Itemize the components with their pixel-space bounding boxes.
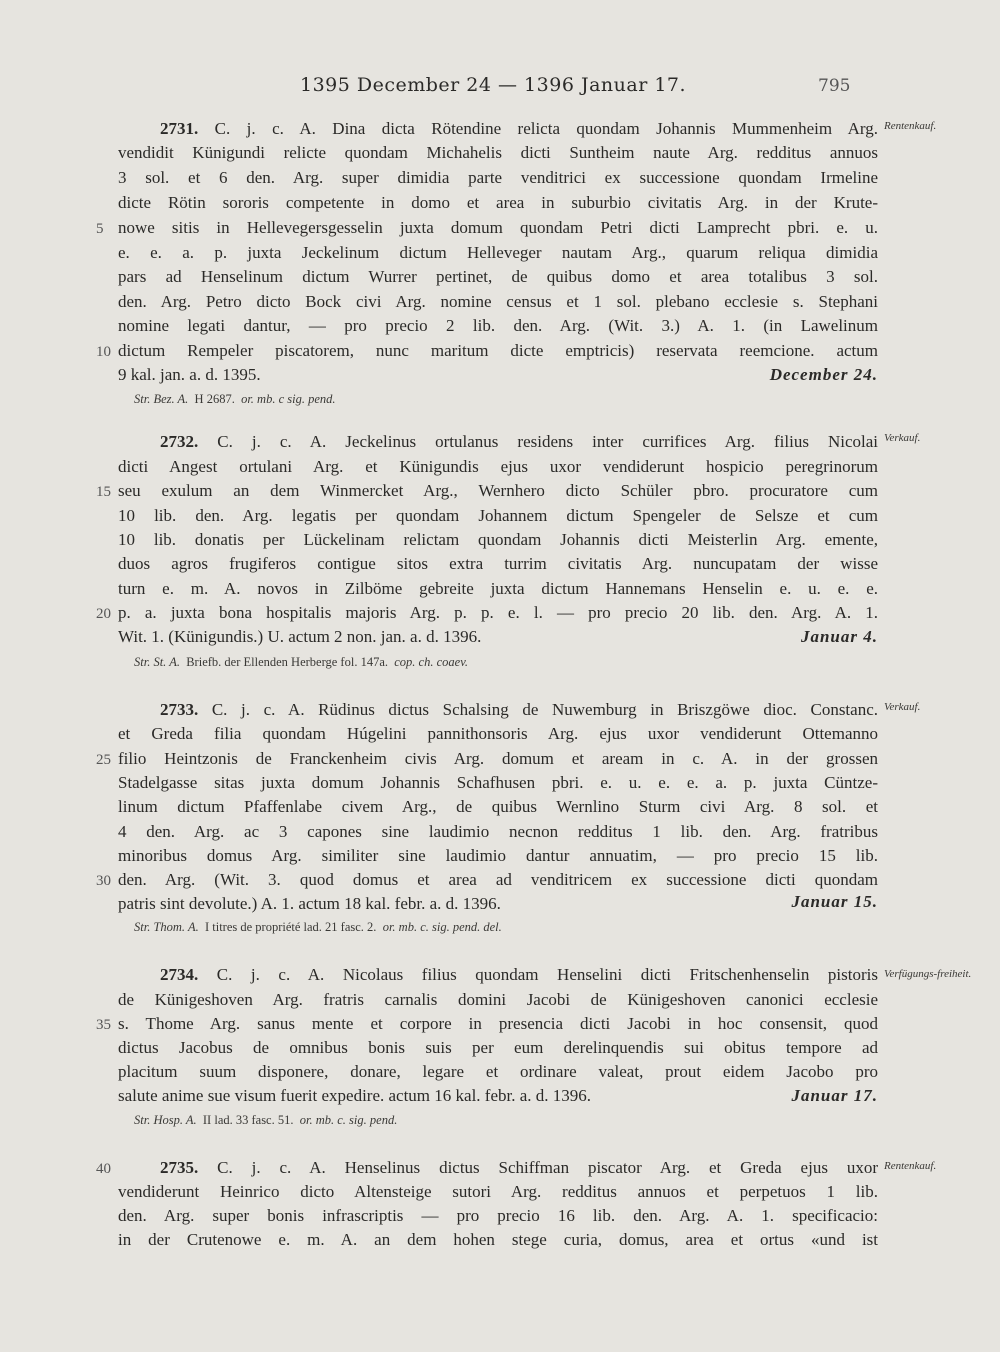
entry-date: Januar 15. (791, 892, 878, 911)
text-line: 4 den. Arg. ac 3 capones sine laudimio necnon redditus 1 lib. den. Arg. fratribus (118, 822, 878, 841)
text-line: nomine legati dantur, — pro precio 2 lib. den. Arg. (Wit. 3.) A. 1. (in Lawelinum (118, 316, 878, 335)
text-line: minoribus domus Arg. similiter sine laudimio dantur annuatim, — pro precio 15 lib. (118, 846, 878, 865)
text-line: vendidit Künigundi relicte quondam Michahelis dicti Suntheim naute Arg. redditus annuos (118, 143, 878, 162)
text-line: dictum Rempeler piscatorem, nunc maritum dicte emptricis) reservata reemcione. actum (118, 341, 878, 360)
entry-date: Januar 4. (800, 627, 878, 646)
source-citation: Str. St. A. Briefb. der Ellenden Herberge fol. 147a. cop. ch. coaev. (134, 655, 468, 669)
running-head-title: 1395 December 24 — 1396 Januar 17. (300, 74, 687, 96)
source-citation: Str. Thom. A. I titres de propriété lad. 21 fasc. 2. or. mb. c. sig. pend. del. (134, 920, 502, 934)
text-line: vendiderunt Heinrico dicto Altensteige sutori Arg. redditus annuos et perpetuos 1 lib. (118, 1182, 878, 1201)
text-line: e. e. a. p. juxta Jeckelinum dictum Helleveger nautam Arg., quarum reliqua dimidia (118, 243, 878, 262)
line-number: 30 (96, 873, 111, 889)
text-line: placitum suum disponere, donare, legare et ordinare valeat, prout eidem Jacobo pro (118, 1062, 878, 1081)
text-line: den. Arg. Petro dicto Bock civi Arg. nomine census et 1 sol. plebano ecclesie s. Stephani (118, 292, 878, 311)
text-line: in der Crutenowe e. m. A. an dem hohen stege curia, domus, area et ortus «und ist (118, 1230, 878, 1249)
line-number: 20 (96, 606, 111, 622)
text-line: den. Arg. (Wit. 3. quod domus et area ad venditricem ex successione dicti quondam (118, 870, 878, 889)
text-line: linum dictum Pfaffenlabe civem Arg., de quibus Wernlino Sturm civi Arg. 8 sol. et (118, 797, 878, 816)
text-line: seu exulum an dem Winmercket Arg., Wernhero dicto Schüler pbro. procuratore cum (118, 481, 878, 500)
margin-note: Rentenkauf. (884, 120, 937, 132)
entry-first-line: 2734. C. j. c. A. Nicolaus filius quondam Henselini dicti Fritschenhenselin pistoris (160, 965, 878, 984)
margin-note: Rentenkauf. (884, 1160, 937, 1172)
entry-number: 2732. (160, 432, 199, 451)
text-line: p. a. juxta bona hospitalis majoris Arg. p. p. e. l. — pro precio 20 lib. den. Arg. A. 1. (118, 603, 878, 622)
text-line: 9 kal. jan. a. d. 1395. (118, 365, 261, 384)
entry-date: Januar 17. (791, 1086, 878, 1105)
line-number: 35 (96, 1017, 111, 1033)
text-line: pars ad Henselinum dictum Wurrer pertinet, de quibus domo et area totalibus 3 sol. (118, 267, 878, 286)
entry-number: 2733. (160, 700, 199, 719)
page-number: 795 (818, 76, 851, 96)
line-number: 25 (96, 752, 111, 768)
text-line: duos agros frugiferos contigue sitos extra turrim civitatis Arg. nuncupatam der wisse (118, 554, 878, 573)
entry-date: December 24. (769, 365, 878, 384)
entry-number: 2735. (160, 1158, 199, 1177)
entry-number: 2734. (160, 965, 199, 984)
entry-first-line: 2732. C. j. c. A. Jeckelinus ortulanus residens inter currifices Arg. filius Nicolai (160, 432, 878, 451)
line-number: 40 (96, 1161, 111, 1177)
entry-first-line: 2733. C. j. c. A. Rüdinus dictus Schalsing de Nuwemburg in Briszgöwe dioc. Constanc. (160, 700, 878, 719)
text-line: 10 lib. donatis per Lückelinam relictam quondam Johannis dicti Meisterlin Arg. emente, (118, 530, 878, 549)
running-head (0, 74, 1000, 104)
entry-number: 2731. (160, 119, 199, 138)
text-line: salute anime sue visum fuerit expedire. actum 16 kal. febr. a. d. 1396. (118, 1086, 592, 1105)
text-line: filio Heintzonis de Franckenheim civis Arg. domum et aream in c. A. in der grossen (118, 749, 878, 768)
text-line: Wit. 1. (Künigundis.) U. actum 2 non. jan. a. d. 1396. (118, 627, 482, 646)
text-line: dicte Rötin sororis competente in domo et area in suburbio civitatis Arg. in der Krute- (118, 193, 878, 212)
text-line: 10 lib. den. Arg. legatis per quondam Johannem dictum Spengeler de Selsze et cum (118, 506, 878, 525)
text-line: et Greda filia quondam Húgelini pannithonsoris Arg. ejus uxor vendiderunt Ottemanno (118, 724, 878, 743)
margin-note: Verkauf. (884, 701, 921, 713)
text-line: patris sint devolute.) A. 1. actum 18 kal. febr. a. d. 1396. (118, 894, 501, 913)
text-line: turn e. m. A. novos in Zilböme gebreite juxta dictum Hannemans Henselin e. u. e. e. (118, 579, 878, 598)
entry-first-line: 2735. C. j. c. A. Henselinus dictus Schiffman piscator Arg. et Greda ejus uxor (160, 1158, 878, 1177)
line-number: 15 (96, 484, 111, 500)
entry-first-line: 2731. C. j. c. A. Dina dicta Rötendine relicta quondam Johannis Mummenheim Arg. (160, 119, 878, 138)
text-line: de Künigeshoven Arg. fratris carnalis domini Jacobi de Künigeshoven canonici ecclesie (118, 990, 878, 1009)
text-line: den. Arg. super bonis infrascriptis — pro precio 16 lib. den. Arg. A. 1. specificacio: (118, 1206, 878, 1225)
line-number: 10 (96, 344, 111, 360)
text-line: 3 sol. et 6 den. Arg. super dimidia parte venditrici ex successione quondam Irmeline (118, 168, 878, 187)
source-citation: Str. Bez. A. H 2687. or. mb. c sig. pend. (134, 392, 336, 406)
source-citation: Str. Hosp. A. II lad. 33 fasc. 51. or. mb. c. sig. pend. (134, 1113, 398, 1127)
line-number: 5 (96, 221, 104, 237)
text-line: dicti Angest ortulani Arg. et Künigundis ejus uxor vendiderunt hospicio peregrinorum (118, 457, 878, 476)
text-line: Stadelgasse sitas juxta domum Johannis Schafhusen pbri. e. u. e. e. a. p. juxta Cüntze- (118, 773, 878, 792)
text-line: s. Thome Arg. sanus mente et corpore in presencia dicti Jacobi in hoc consensit, quod (118, 1014, 878, 1033)
text-line: nowe sitis in Hellevegersgesselin juxta domum quondam Petri dicti Lamprecht pbri. e. u. (118, 218, 878, 237)
text-line: dictus Jacobus de omnibus bonis suis per eum derelinquendis sui obitus tempore ad (118, 1038, 878, 1057)
margin-note: Verkauf. (884, 432, 921, 444)
margin-note: Verfügungs-freiheit. (884, 968, 972, 980)
